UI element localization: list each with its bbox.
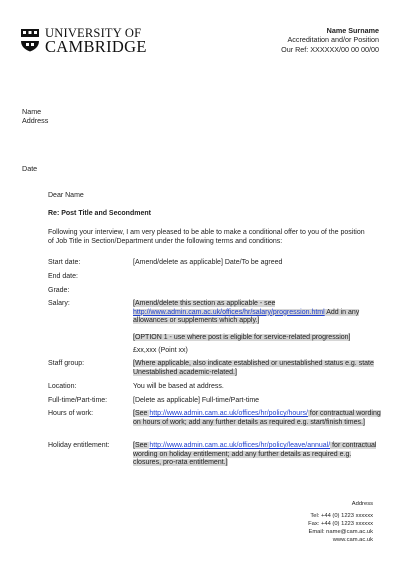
university-logo (20, 26, 150, 56)
intro-paragraph: Following your interview, I am very pleased to be able to make a conditional offer to you of the position of Job Title in Section/Department under the following terms and conditions: (48, 229, 365, 245)
hours-label: Hours of work: (48, 410, 94, 417)
footer-email: Email: name@cam.ac.uk (308, 529, 373, 535)
recipient-address: Address (22, 116, 49, 126)
salary-progression-link[interactable]: http://www.admin.cam.ac.uk/offices/hr/salary/progression.html (133, 308, 325, 316)
holiday-label: Holiday entitlement: (48, 442, 110, 449)
logo-line-1: UNIVERSITY OF (45, 26, 142, 40)
location-value: You will be based at address. (133, 383, 224, 390)
hours-note-end: for contractual wording on hours of work; add any further details as required e.g. start/finish times.] (133, 410, 381, 426)
our-reference: Our Ref: XXXXXX/00 00 00/00 (281, 44, 379, 54)
full-part-time-label: Full-time/Part-time: (48, 397, 108, 404)
holiday-note-start: [See (133, 442, 150, 449)
staff-group-text: [Where applicable, also indicate established or unestablished status e.g. state Unestablished academic-related.] (133, 360, 374, 376)
salary-value (133, 300, 381, 326)
recipient-block (22, 107, 48, 126)
footer-address: Address (351, 501, 373, 507)
salary-amount: £xx,xxx (Point xx) (133, 347, 188, 354)
recipient-name: Name (22, 107, 42, 116)
staff-group-value (133, 360, 381, 377)
grade-label: Grade: (48, 287, 70, 294)
sender-block (281, 26, 379, 54)
salary-option (133, 334, 381, 343)
footer-fax: Fax: +44 (0) 1223 xxxxxx (308, 521, 373, 527)
holiday-value (133, 442, 381, 468)
salary-note-start: [Amend/delete this section as applicable - see (133, 300, 276, 307)
subject-line: Re: Post Title and Secondment (48, 210, 151, 217)
hours-policy-link[interactable]: http://www.admin.cam.ac.uk/offices/hr/policy/hours/ (149, 410, 308, 417)
crest-icon (20, 28, 40, 52)
start-date-label: Start date: (48, 259, 81, 266)
holiday-policy-link[interactable]: http://www.admin.cam.ac.uk/offices/hr/policy/leave/annual/ (149, 442, 331, 449)
letter-date: Date (22, 164, 38, 173)
footer-contact (308, 500, 373, 544)
footer-web: www.cam.ac.uk (332, 537, 373, 543)
salutation: Dear Name (48, 192, 84, 199)
logo-line-2: CAMBRIDGE (45, 37, 147, 56)
salary-label: Salary: (48, 300, 70, 307)
end-date-label: End date: (48, 273, 78, 280)
hours-value (133, 410, 381, 427)
salary-option-text: [OPTION 1 - use where post is eligible for service-related progression] (133, 334, 351, 341)
sender-name: Name Surname (326, 26, 379, 35)
staff-group-label: Staff group: (48, 360, 85, 367)
full-part-time-value: [Delete as applicable] Full-time/Part-time (133, 397, 260, 404)
holiday-note-end: for contractual wording on holiday entitlement; add any further details as required e.g. closures, pro-rata entitlement.] (133, 442, 377, 467)
start-date-value: [Amend/delete as applicable] Date/To be agreed (133, 259, 283, 266)
hours-note-start: [See (133, 410, 150, 417)
salary-note-end: Add in any allowances or supplements which apply.] (133, 308, 360, 325)
location-label: Location: (48, 383, 77, 390)
footer-tel: Tel: +44 (0) 1223 xxxxxx (310, 513, 373, 519)
sender-position: Accreditation and/or Position (287, 35, 379, 45)
